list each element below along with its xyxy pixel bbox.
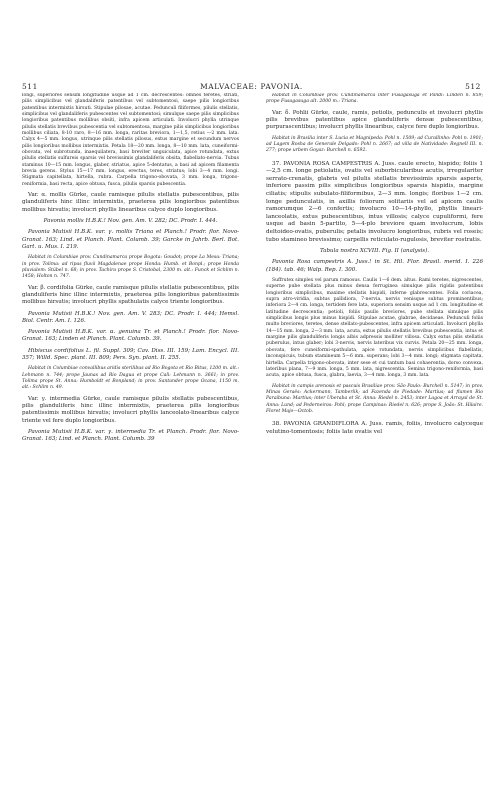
paragraph-r8: Habitat in campis arenosis et pascuis Brasiliae prov. São Paulo: Burchell n. 5147; in prov. Minas Geraës: Ackermann, Tamberlik; ad Fazenda de Piedade: Martius; ad flumen Rio Paraibuna: Martius; inter Uberaba et St. Anna: Riedel n. 2453; inter Lagoa et Arrayal de St. Anna: Lund; ad Pederneiras: Pohl; prope Campinas: Riedel n. 626; prope S. João: St. Hilaire. Floret Majo—Octob. — [266, 383, 483, 414]
paragraph-l8: Pavonia Mutisii H.B.K. var. α. genuina Tr. et Planch.! Prodr. flor. Novo-Granat. 163; Linden et Planch. Plant. Columb. 39. — [22, 329, 239, 343]
paragraph-l3: Pavonia mollis H.B.K.! Nov. gen. Am. V. 282; DC. Prodr. I. 444. — [43, 218, 218, 225]
paragraph-r6: Pavonia Rosa campestris A. Juss.! in St. Hil. Flor. Brasil. merid. I. 226 (184). tab. 46; Walp. Rep. I. 300. — [266, 259, 483, 273]
paragraph-l1: longi, superiores sensim longitudine usque ad 1 cm. decrescentes: omnes teretes, striati, pilis simplicibus vel glandaliferis patentibus vel subtomentosi, saepe pilis longioribus patentibus intermixtis hirsuti. Stipulae pilosae, acutae. Pedunculi filiformes, pilulis stellatis, simplicibus vel glandaliferis pubescentes vel subtomentosi; simulque saepe pilis simplicibus longioribus patentibus mollibus obsiti, infra apicem articulati. Involucri phylla utrinque pilulis stellatis brevibus pubescentia vel subtomentosa, margine pilis simplicibus longioribus mollibus ciliata, 8-10 raro, 8—16 mm. longa, raritas breviora, 1—1,5, retius —2 mm. lata. Calyx 4—5 mm. longus, utrinque pilis stellatis pilosus, extus margine et secundum nervos pilis longioribus mollibus intermixtis. Petala 18—20 mm. longa, 8—10 mm. lata, cuneiformi-obovata, vel subrotunda, inaequilatera, basi breviter unguiculata, apice rotundata, extus pilulis stellatis sulfureis sparsis vel brevissimis glandaliferis obsita, flabellato-nervia. Tubus staminus 10—15 mm. longus, glaber, striatus, apice 5-dentatus, a basi ad apicem filamenta brevia gerens. Stylus 15—17 mm. longus, erectus, teres, striatus; lobi 3—4 mm. longi. Stigmata capitellata, hirtella, rubra. Carpella trigono-obovata, 3 mm. longa, trigono-reniformia, basi recta, apice obtusa, fusca, pilulis sparsis pubescentia. — [22, 93, 239, 187]
paragraph-l5: Habitat in Columbiae prov. Cundinamarca prope Bogota: Goudot; prope La Mesa: Triana; in prov. Tolima: ad ripas fluvii Magdalenae prope Honda: Humb. et Bonpl.; prope Honda pluvialem: Stübel n. 68; in prov. Tachira prope S. Cristobal, 2300 m. alt.: Funck et Schlim n. 1458; Holton n. 747. — [22, 255, 239, 280]
paragraph-l2: Var. α. mollis Gürke, caule ramisque pilulis stellatis pubescentibus, pilis glanduliferis hinc illinc intermixtis, praeterea pilis longioribus patentibus mollibus hirsutis; involucri phyllis linearibus calyce duplo longioribus. — [22, 192, 239, 213]
paragraph-l10: Habitat in Columbiae convallibus aridis sterilibus ad Rio Bogota et Rio Bitus, 1200 m. alt.: Lehmann n. 744; prope Jaunas ad Rio Dagua et prope Cali: Lehmann n. 3661; in prov. Tolima prope St. Anna: Humboldt et Bonpland; in prov. Santander prope Ocana, 1150 m. alt.: Schlim n. 49. — [22, 366, 239, 391]
page-number-left: 511 — [22, 82, 38, 91]
paragraph-l7: Pavonia Mutisii H.B.K.! Nov. gen. Am. V. 283; DC. Prodr. I. 444; Hemsl. Biol. Centr. Am. I. 126. — [22, 310, 239, 324]
paragraph-l11: Var. γ. intermedia Gürke, caule ramisque pilulis stellatis pubescentibus, pilis glanduliferis hinc illinc intermixtis, praeterea pilis longioribus patentissimis mollibus hirsutis; involucri phyllis lanceolato-linearibus calyce triente vel fere duplo longioribus. — [22, 395, 239, 424]
left-column — [22, 93, 239, 773]
paragraph-r9: 38. PAVONIA GRANDIFLORA A. Juss. ramis, foliis, involucro calyceque velutino-tomentosis; foliis late ovatis vel — [266, 421, 483, 435]
running-head: MALVACEAE: PAVONIA. — [200, 82, 303, 91]
paragraph-r7: Suffrutex simplex vel parum ramosus. Caulis 1—6 dem. altus. Rami teretes, nigrescentes, superne pube stellata plus minus densa ferruginea simulque pilis rigidis patentibus longioribus simplicibus, maxime stellatis hispidi, inferne glabrescentes. Folia coriacea, supra atro-viridia, subtus pallidiora, 7-nervia, nervis venisque subtus prominentibus; inferiora 2—4 cm. longa, tertidem fere lata, superiora sensim usque ad 1 cm. longitudine et latitudine decrescentia; petioli, foliis paullo breviores, pube stellata simulque pilis simplicibus longis plus minus hispidi. Stipulae acutae, glabrae, decidaeae. Pedunculi foliis multo breviores, teretes, dense stellato-pubescentes, infra apicem articulati. Involucri phylla 14—15 mm. longa, 2—3 mm. lata, acuta, extus pilulis stellatis brevibus pubescentia, intus et margine pilis glanduliferis longis albis adpressis molliter villosa. Calyx extus pilis stellatis puberulus, intus glaber; lobi 3-nervis, nervis lateribus vix curvis. Petala 20—25 mm. longa, obovata, fere cuneiformi-spathulata, apice rotundata, nervis simplicibus flabellatis, inconspicuis, tubum stamineum 5—6 mm. superans; lobi 3—4 mm. longi; stigmata capitata, hirtella. Carpella trigono-obovata, inter sese et cui tantum basi cohaerentia, dorso convexa, lateribus plana, 7—9 mm. longa, 5 mm. lata, nigrescentia. Semina trigono-reniformia, basi acuta, apice obtusa, fusca, glabra, laevia, 3—4 mm. longa, 3 mm. lata. — [266, 278, 483, 379]
paragraph-r2: Var. δ. Pohlii Gürke, caule, ramis, petiolis, pedunculis et involucri phyllis pilis brevibus patentibus apice glanduliferis densæ pubescentibus, purpurascentibus; involucri phyllis linearibus, calyce fere duplo longioribus. — [266, 109, 483, 131]
paragraph-r5: Tabula nostra XCVIII. Fig. II (analysis). — [319, 248, 430, 255]
paragraph-l4: Pavonia Mutisii H.B.K. var. γ. mollis Triana et Planch.! Prodr. flor. Novo-Granat. 163; Lind. et Planch. Plant. Columb. 39; Garcke in Jahrb. Berl. Bot. Gart. u. Mus. I. 219. — [22, 229, 239, 250]
paragraph-r3: Habitat in Brasilia inter S. Lucia et Magnipeda: Pohl n. 1509; ad Curallinho: Pohl n. 1901; ad Lagem Rosha de Generale Delgado: Pohl n. 2667; ad villa de Natividade: Regnell III. n. 277; prope urbem Goyaz: Burchell n. 6592. — [266, 135, 483, 154]
paragraph-l6: Var. β. cordifolia Gürke, caule ramisque pilulis stellatis pubescentibus, pilis glanduliferis hinc illinc intermixtis, praeterea pilis longioribus patentissimis mollibus hirsutis; involucri phyllis spathulatis calyce triente longioribus. — [22, 284, 239, 306]
paragraph-r1: Habitat in Columbiae prov. Cundinamarca inter Fusagasuga et Pandi: Linden n. 859; prope Fusagasuga alt. 2000 m.: Triana. — [266, 93, 483, 105]
paragraph-l12: Pavonia Mutisii H.B.K. var. γ. intermedia Tr. et Planch. Prodr. flor. Novo-Granat. 163; Lind. et Planch. Plant. Columb. 39 — [22, 428, 239, 443]
right-column — [266, 93, 483, 773]
paragraph-l9: Hibiscus cordifolius L. fil. Suppl. 309; Cav. Diss. III. 159; Lam. Encycl. III. 357; Willd. Spec. plant. III. 809; Pers. Syn. plant. II. 255. — [22, 347, 239, 361]
paragraph-r4: 37. PAVONIA ROSA CAMPESTRIS A. Juss. caule erecto, hispido; foliis 1—2,5 cm. longe petiolatis, ovatis vel suborbicularibus acutis, irregulariter serrato-crenatis, glabris vel pilulis stellatis brevissimis sparsis asperis, inferiore passim pilis simplicibus longioribus sparsis hispidis, margine ciliatis; stipulis subulato-filiformibus, 2—3 mm. longis; floribus 1—2 cm. longe pedunculatis, in axillis foliorum solitariis vel ad apicem caulis ramorumque 2—6 confertis; involucro 10—14-phyllo, phyllis lineari-lanceolatis, extus pubescentibus, intus villosis; calyce cupuliformi, fere usque ad basin 5-partito, 5—4-plo breviore quam involucrum, lobis deltoideo-ovatis, puberulis; petalis involucro longioribus, rubris vel roseis; tubo stamineo brevissimo; carpellis reticulato-rugulosis, breviter rostratis. — [266, 160, 483, 243]
page-number-right: 512 — [465, 82, 481, 91]
